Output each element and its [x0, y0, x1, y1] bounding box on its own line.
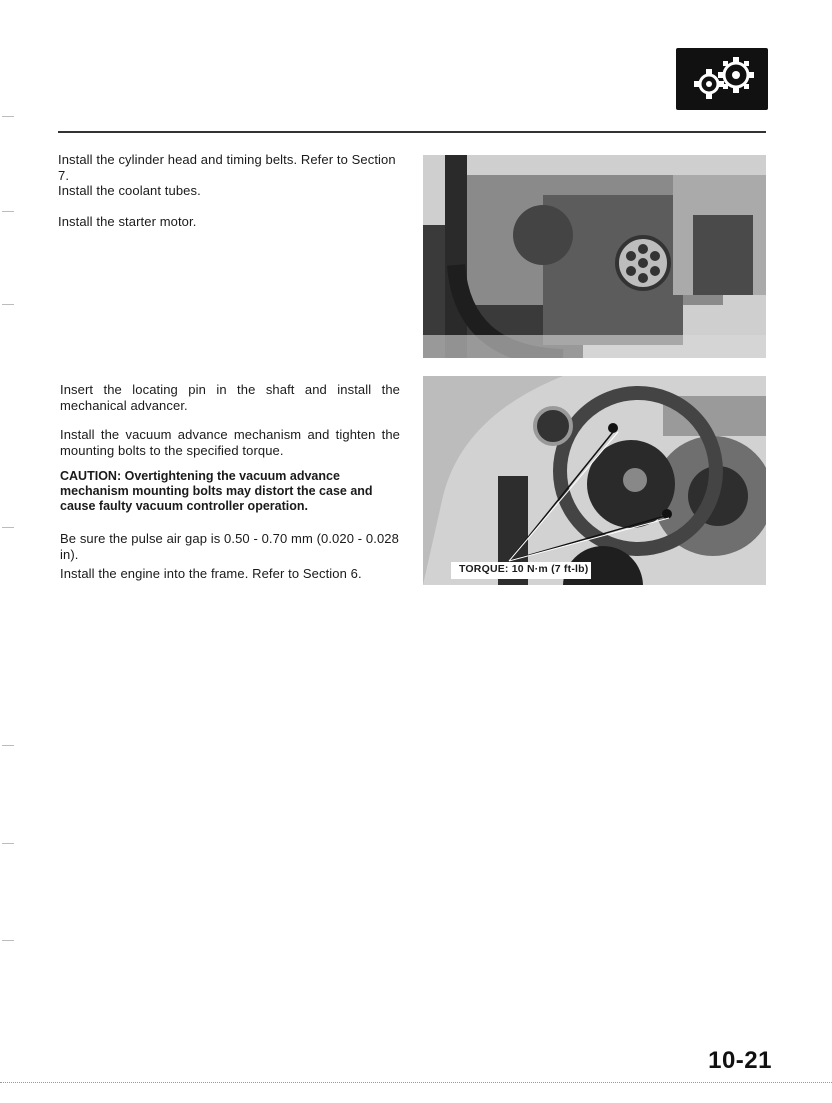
instruction-starter-motor: Install the starter motor.: [58, 214, 197, 229]
margin-mark: [2, 116, 14, 121]
margin-mark: [2, 843, 14, 848]
header-rule: [58, 131, 766, 133]
instruction-coolant-tubes: Install the coolant tubes.: [58, 183, 201, 198]
section-gear-icon: [676, 48, 768, 110]
gear-icon: [676, 48, 768, 110]
instruction-install-engine: Install the engine into the frame. Refer to Section 6.: [60, 566, 362, 581]
caution-label: CAUTION:: [60, 469, 122, 483]
margin-mark: [2, 304, 14, 309]
footer-rule: [0, 1082, 832, 1084]
caution-note: [60, 469, 402, 514]
engine-photo: [423, 155, 766, 358]
torque-callout: TORQUE: 10 N·m (7 ft-lb): [459, 563, 589, 575]
caution-text: Overtightening the vacuum advance mechanism mounting bolts may distort the case and cause faulty vacuum controller operation.: [60, 469, 373, 513]
margin-mark: [2, 940, 14, 945]
vacuum-advance-photo: [423, 376, 766, 585]
instruction-cylinder-head: Install the cylinder head and timing belts. Refer to Section 7.: [58, 152, 396, 183]
page-number: 10-21: [708, 1047, 772, 1074]
instruction-vacuum-advance: Install the vacuum advance mechanism and tighten the mounting bolts to the specified torque.: [60, 427, 400, 458]
margin-mark: [2, 211, 14, 216]
instruction-locating-pin: Insert the locating pin in the shaft and install the mechanical advancer.: [60, 382, 400, 413]
instruction-pulse-air-gap: Be sure the pulse air gap is 0.50 - 0.70 mm (0.020 - 0.028 in).: [60, 531, 399, 562]
margin-mark: [2, 745, 14, 750]
margin-mark: [2, 527, 14, 532]
